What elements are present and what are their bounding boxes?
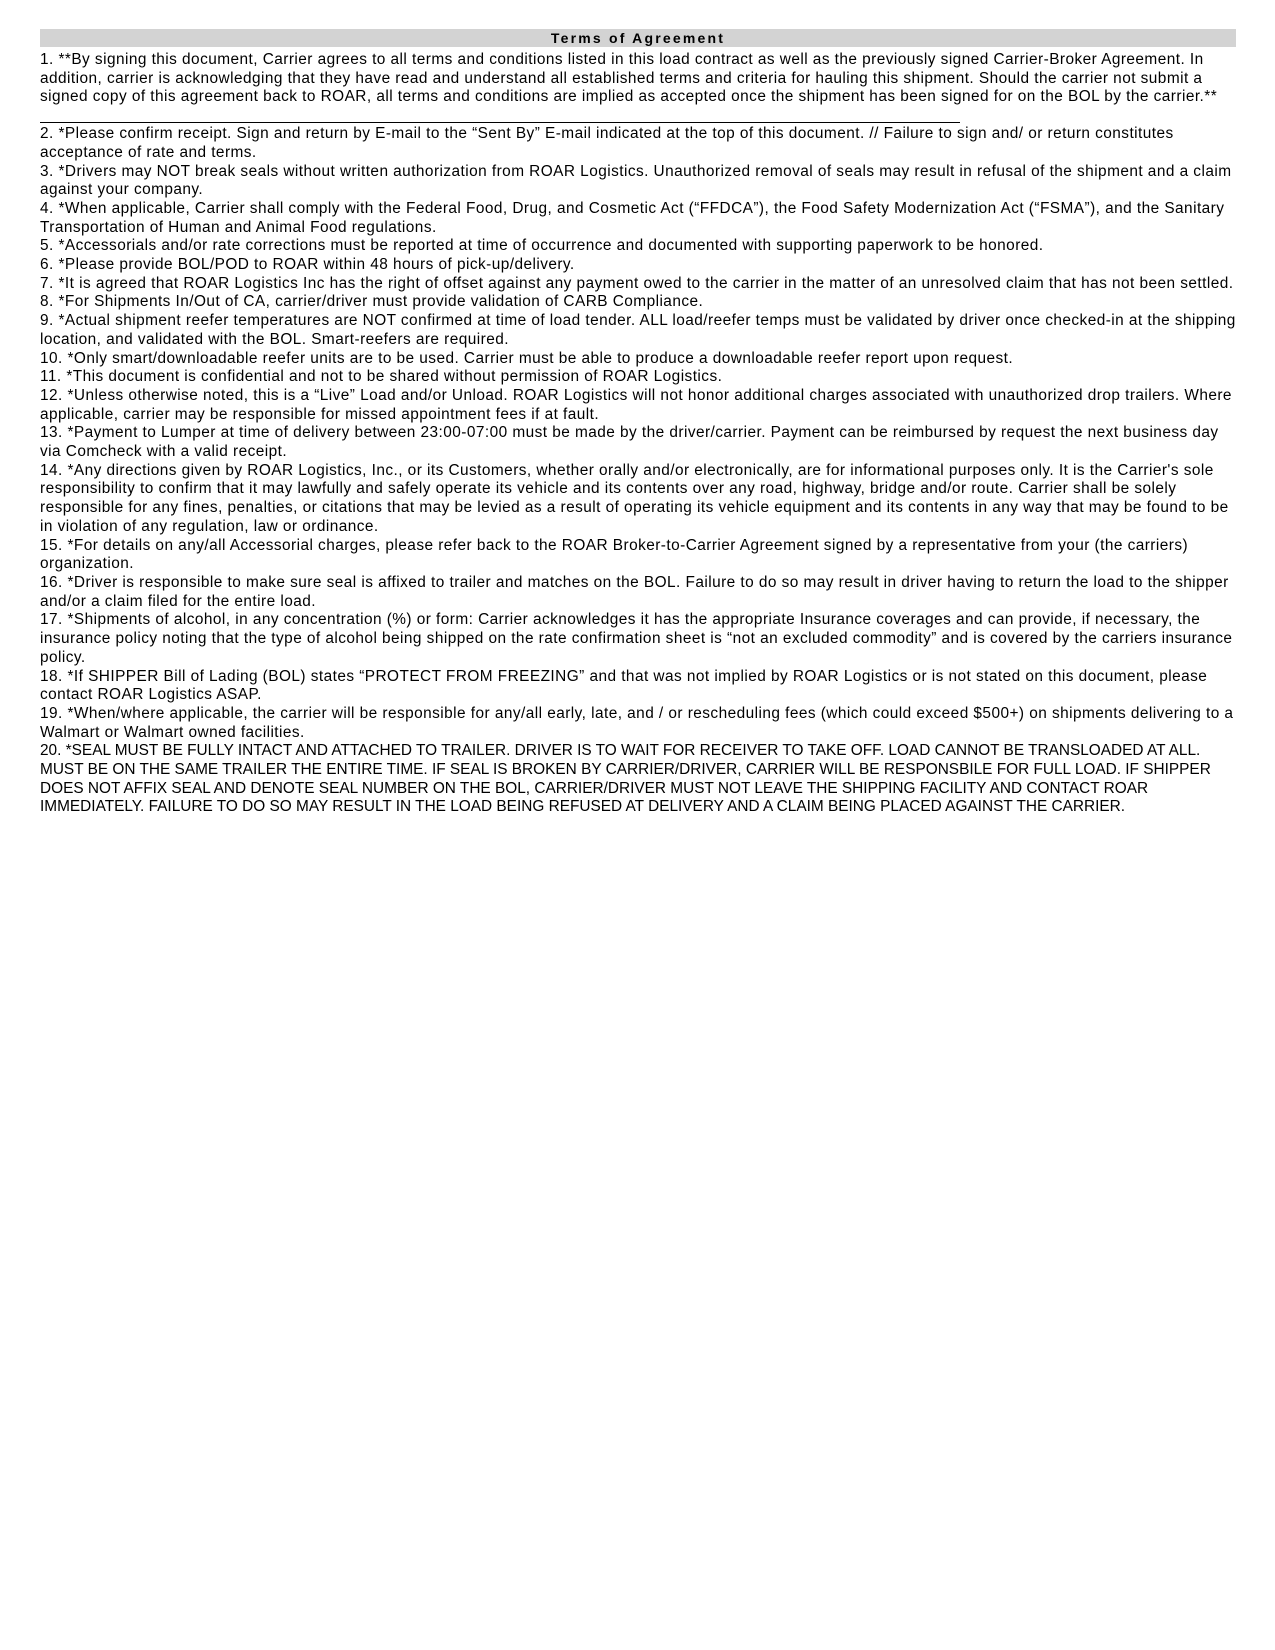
term-item-10: 10. *Only smart/downloadable reefer units are to be used. Carrier must be able to produce a downloadable reefer report upon request. bbox=[40, 349, 1014, 367]
term-item-19: 19. *When/where applicable, the carrier will be responsible for any/all early, late, and / or rescheduling fees (which could exceed $500+) on shipments delivering to a Walmart or Walmart owned facilities. bbox=[40, 704, 1234, 741]
term-item-1: 1. **By signing this document, Carrier agrees to all terms and conditions listed in this load contract as well as the previously signed Carrier-Broker Agreement. In addition, carrier is acknowledging that they have read and understand all established terms and criteria for hauling this shipment. Should the carrier not submit a signed copy of this agreement back to ROAR, all terms and conditions are implied as accepted once the shipment has been signed for on the BOL by the carrier.** bbox=[40, 51, 1218, 106]
term-item-13: 13. *Payment to Lumper at time of delivery between 23:00-07:00 must be made by the driver/carrier. Payment can be reimbursed by request the next business day via Comcheck with a valid receipt. bbox=[40, 424, 1219, 461]
term-item-9: 9. *Actual shipment reefer temperatures are NOT confirmed at time of load tender. ALL load/reefer temps must be validated by driver once checked-in at the shipping location, and validated with the BOL. Smart-reefers are required. bbox=[40, 312, 1236, 348]
term-item-4: 4. *When applicable, Carrier shall comply with the Federal Food, Drug, and Cosmetic Act (“FFDCA”), the Food Safety Modernization Act (“FSMA”), and the Sanitary Transportation of Human and Animal Food regulations. bbox=[40, 199, 1225, 236]
term-item-11: 11. *This document is confidential and not to be shared without permission of ROAR Logistics. bbox=[40, 368, 723, 386]
term-item-17: 17. *Shipments of alcohol, in any concentration (%) or form: Carrier acknowledges it has the appropriate Insurance coverages and can provide, if necessary, the insurance policy noting that the type of alcohol being shipped on the rate confirmation sheet is “not an excluded commodity” and is covered by the carriers insurance policy. bbox=[40, 611, 1233, 666]
term-item-12: 12. *Unless otherwise noted, this is a “Live” Load and/or Unload. ROAR Logistics will not honor additional charges associated with unauthorized drop trailers. Where applicable, carrier may be responsible for missed appointment fees if at fault. bbox=[40, 386, 1232, 423]
terms-list bbox=[40, 51, 1236, 817]
term-item-6: 6. *Please provide BOL/POD to ROAR within 48 hours of pick-up/delivery. bbox=[40, 256, 575, 274]
term-item-3: 3. *Drivers may NOT break seals without written authorization from ROAR Logistics. Unauthorized removal of seals may result in refusal of the shipment and a claim against your company. bbox=[40, 162, 1232, 199]
page-title: Terms of Agreement bbox=[40, 29, 1236, 47]
term-item-5: 5. *Accessorials and/or rate corrections must be reported at time of occurrence and documented with supporting paperwork to be honored. bbox=[40, 237, 1044, 255]
terms-page bbox=[40, 29, 1236, 817]
term-item-14: 14. *Any directions given by ROAR Logistics, Inc., or its Customers, whether orally and/or electronically, are for informational purposes only. It is the Carrier's sole responsibility to confirm that it may lawfully and safely operate its vehicle and its contents over any road, highway, bridge and/or route. Carrier shall be solely responsible for any fines, penalties, or citations that may be levied as a result of operating its vehicle equipment and its contents in any way that may be found to be in violation of any regulation, law or ordinance. bbox=[40, 461, 1229, 535]
term-item-15: 15. *For details on any/all Accessorial charges, please refer back to the ROAR Broker-to-Carrier Agreement signed by a representative from your (the carriers) organization. bbox=[40, 536, 1189, 573]
divider-line bbox=[40, 122, 960, 123]
term-item-20: 20. *SEAL MUST BE FULLY INTACT AND ATTACHED TO TRAILER. DRIVER IS TO WAIT FOR RECEIVER TO TAKE OFF. LOAD CANNOT BE TRANSLOADED AT ALL. MUST BE ON THE SAME TRAILER THE ENTIRE TIME. IF SEAL IS BROKEN BY CARRIER/DRIVER, CARRIER WILL BE RESPONSBILE FOR FULL LOAD. IF SHIPPER DOES NOT AFFIX SEAL AND DENOTE SEAL NUMBER ON THE BOL, CARRIER/DRIVER MUST NOT LEAVE THE SHIPPING FACILITY AND CONTACT ROAR IMMEDIATELY. FAILURE TO DO SO MAY RESULT IN THE LOAD BEING REFUSED AT DELIVERY AND A CLAIM BEING PLACED AGAINST THE CARRIER. bbox=[40, 742, 1211, 816]
term-item-8: 8. *For Shipments In/Out of CA, carrier/driver must provide validation of CARB Compliance. bbox=[40, 293, 704, 311]
term-item-7: 7. *It is agreed that ROAR Logistics Inc has the right of offset against any payment owed to the carrier in the matter of an unresolved claim that has not been settled. bbox=[40, 274, 1234, 292]
term-item-18: 18. *If SHIPPER Bill of Lading (BOL) states “PROTECT FROM FREEZING” and that was not implied by ROAR Logistics or is not stated on this document, please contact ROAR Logistics ASAP. bbox=[40, 667, 1208, 704]
term-item-2: 2. *Please confirm receipt. Sign and return by E-mail to the “Sent By” E-mail indicated at the top of this document. // Failure to sign and/ or return constitutes acceptance of rate and terms. bbox=[40, 125, 1174, 161]
term-item-16: 16. *Driver is responsible to make sure seal is affixed to trailer and matches on the BOL. Failure to do so may result in driver having to return the load to the shipper and/or a claim filed for the entire load. bbox=[40, 573, 1229, 610]
